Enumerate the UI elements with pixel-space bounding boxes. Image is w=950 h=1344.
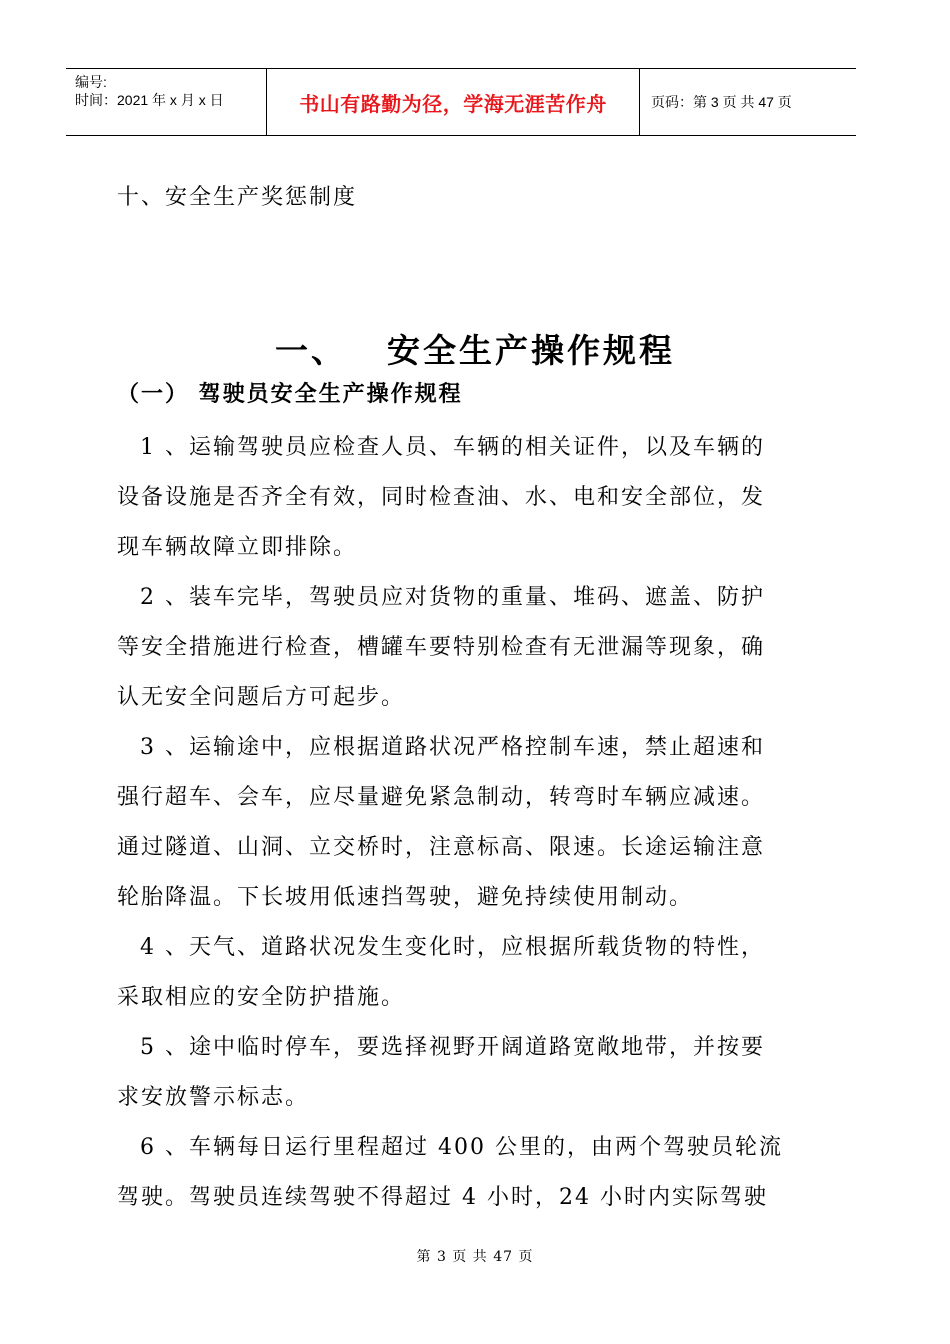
page-footer: 第 3 页 共 47 页 [416, 1249, 534, 1265]
subsection-title: （一） 驾驶员安全生产操作规程 [117, 382, 463, 407]
paragraph-line: 强行超车、会车，应尽量避免紧急制动，转弯时车辆应减速。 [117, 785, 766, 810]
paragraph-line: 轮胎降温。下长坡用低速挡驾驶，避免持续使用制动。 [117, 885, 694, 910]
paragraph-line: 等安全措施进行检查，槽罐车要特别检查有无泄漏等现象，确 [117, 635, 766, 660]
paragraph-line: 设备设施是否齐全有效，同时检查油、水、电和安全部位，发 [117, 485, 766, 510]
paragraph-line: 通过隧道、山洞、立交桥时，注意标高、限速。长途运输注意 [117, 835, 766, 860]
paragraph-line: 采取相应的安全防护措施。 [117, 985, 406, 1010]
page-header [66, 68, 856, 136]
time-label: 时间：2021 年 x 月 x 日 [75, 92, 224, 108]
section-title-text: 安全生产操作规程 [387, 331, 675, 370]
motto-text: 书山有路勤为径，学海无涯苦作舟 [299, 91, 607, 116]
paragraph-line: 认无安全问题后方可起步。 [117, 685, 406, 710]
code-label: 编号: [75, 74, 107, 90]
paragraph-line: 驾驶。驾驶员连续驾驶不得超过 4 小时，24 小时内实际驾驶 [117, 1185, 768, 1210]
paragraph-line: 6 、车辆每日运行里程超过 400 公里的，由两个驾驶员轮流 [140, 1135, 783, 1160]
paragraph-line: 2 、装车完毕，驾驶员应对货物的重量、堆码、遮盖、防护 [140, 585, 765, 610]
header-motto-cell [267, 69, 640, 135]
paragraph-line: 4 、天气、道路状况发生变化时，应根据所载货物的特性， [140, 935, 765, 960]
intro-item: 十、安全生产奖惩制度 [117, 185, 358, 210]
page-info: 页码：第 3 页 共 47 页 [651, 94, 792, 110]
header-meta-cell [66, 69, 267, 135]
section-number: 一、 [275, 331, 347, 370]
header-page-cell [640, 69, 856, 135]
section-title [0, 325, 950, 372]
paragraph-line: 1 、运输驾驶员应检查人员、车辆的相关证件，以及车辆的 [140, 435, 765, 460]
paragraph-line: 3 、运输途中，应根据道路状况严格控制车速，禁止超速和 [140, 735, 765, 760]
paragraph-line: 现车辆故障立即排除。 [117, 535, 358, 560]
paragraph-line: 求安放警示标志。 [117, 1085, 310, 1110]
paragraph-line: 5 、途中临时停车，要选择视野开阔道路宽敞地带，并按要 [140, 1035, 765, 1060]
